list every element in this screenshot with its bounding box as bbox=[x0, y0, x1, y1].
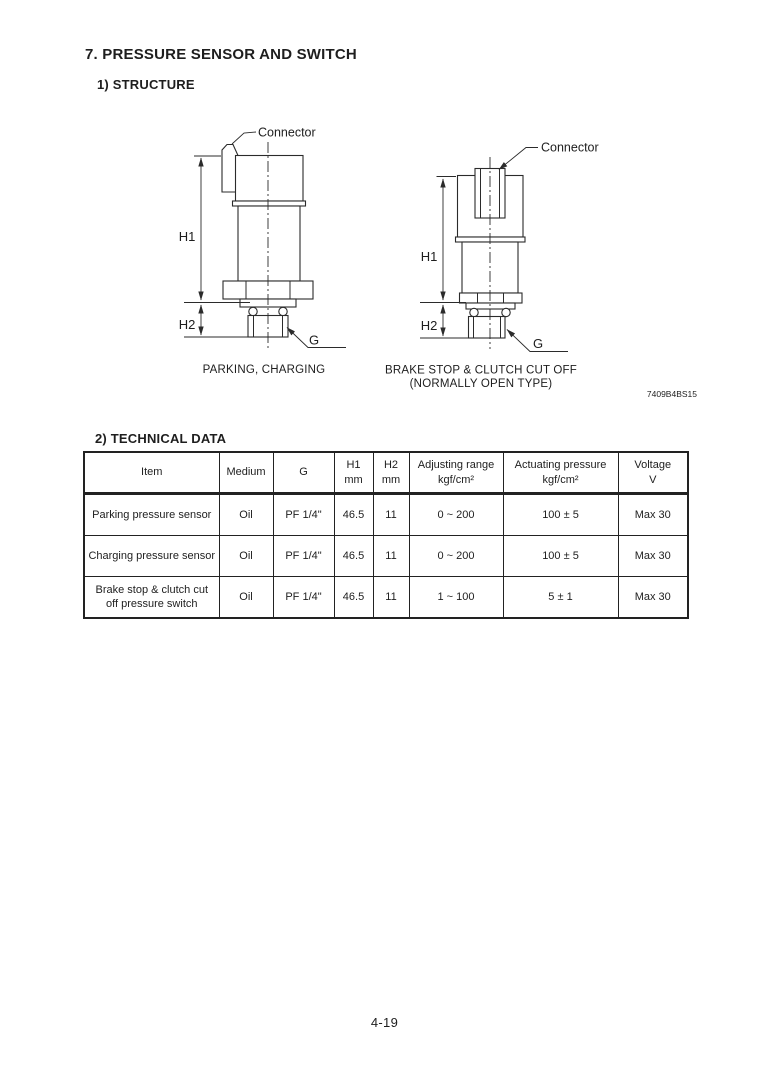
cell-h2: 11 bbox=[373, 577, 409, 619]
col-header-g: G bbox=[273, 452, 334, 494]
h1-label-left: H1 bbox=[178, 229, 196, 244]
page-title: 7. PRESSURE SENSOR AND SWITCH bbox=[85, 46, 357, 63]
h2-label-left: H2 bbox=[178, 317, 196, 332]
figure-code: 7409B4BS15 bbox=[646, 389, 697, 399]
col-header-actuating-pressure: Actuating pressure kgf/cm² bbox=[503, 452, 618, 494]
parking-sensor-drawing bbox=[179, 126, 346, 377]
cell-adjusting-range: 0 ~ 200 bbox=[409, 536, 503, 577]
cell-g: PF 1/4" bbox=[273, 536, 334, 577]
section-technical-data-heading: 2) TECHNICAL DATA bbox=[95, 431, 227, 446]
cell-h2: 11 bbox=[373, 536, 409, 577]
cell-h1: 46.5 bbox=[334, 577, 373, 619]
h1-label-right: H1 bbox=[420, 249, 438, 264]
structure-figure bbox=[0, 0, 769, 420]
connector-leader-line bbox=[232, 132, 256, 144]
h2-label-right: H2 bbox=[420, 318, 438, 333]
cell-voltage: Max 30 bbox=[618, 536, 688, 577]
col-header-h1: H1 mm bbox=[334, 452, 373, 494]
col-header-adjusting-range: Adjusting range kgf/cm² bbox=[409, 452, 503, 494]
section-structure-heading: 1) STRUCTURE bbox=[97, 77, 195, 92]
cell-h1: 46.5 bbox=[334, 494, 373, 536]
col-header-voltage: Voltage V bbox=[618, 452, 688, 494]
cell-medium: Oil bbox=[219, 494, 273, 536]
cell-voltage: Max 30 bbox=[618, 577, 688, 619]
table-row-charging-pressure-sensor bbox=[84, 536, 688, 577]
cell-adjusting-range: 1 ~ 100 bbox=[409, 577, 503, 619]
g-label-left: G bbox=[308, 332, 320, 348]
cell-item: Parking pressure sensor bbox=[84, 494, 219, 536]
brake-sensor-drawing bbox=[385, 141, 599, 391]
g-label-right: G bbox=[532, 336, 544, 351]
table-row-parking-pressure-sensor bbox=[84, 494, 688, 536]
table-row-brake-stop-clutch-cut-off bbox=[84, 577, 688, 619]
caption-brake-stop-line2: (NORMALLY OPEN TYPE) bbox=[409, 378, 553, 390]
cell-item: Charging pressure sensor bbox=[84, 536, 219, 577]
technical-data-table bbox=[83, 451, 689, 619]
table-header-row bbox=[84, 452, 688, 494]
col-header-h2: H2 mm bbox=[373, 452, 409, 494]
cell-medium: Oil bbox=[219, 536, 273, 577]
cell-adjusting-range: 0 ~ 200 bbox=[409, 494, 503, 536]
cell-voltage: Max 30 bbox=[618, 494, 688, 536]
page-number: 4-19 bbox=[370, 1015, 399, 1030]
connector-leader-line bbox=[499, 148, 538, 170]
col-header-item: Item bbox=[84, 452, 219, 494]
cell-h1: 46.5 bbox=[334, 536, 373, 577]
caption-parking-charging: PARKING, CHARGING bbox=[202, 364, 326, 376]
cell-medium: Oil bbox=[219, 577, 273, 619]
connector-label-left: Connector bbox=[258, 125, 316, 140]
cell-actuating-pressure: 100 ± 5 bbox=[503, 494, 618, 536]
cell-actuating-pressure: 100 ± 5 bbox=[503, 536, 618, 577]
col-header-medium: Medium bbox=[219, 452, 273, 494]
cell-item: Brake stop & clutch cut off pressure switch bbox=[84, 577, 219, 619]
cell-g: PF 1/4" bbox=[273, 494, 334, 536]
caption-brake-stop-line1: BRAKE STOP & CLUTCH CUT OFF bbox=[385, 364, 577, 377]
cell-actuating-pressure: 5 ± 1 bbox=[503, 577, 618, 619]
cell-g: PF 1/4" bbox=[273, 577, 334, 619]
connector-label-right: Connector bbox=[541, 140, 599, 155]
cell-h2: 11 bbox=[373, 494, 409, 536]
